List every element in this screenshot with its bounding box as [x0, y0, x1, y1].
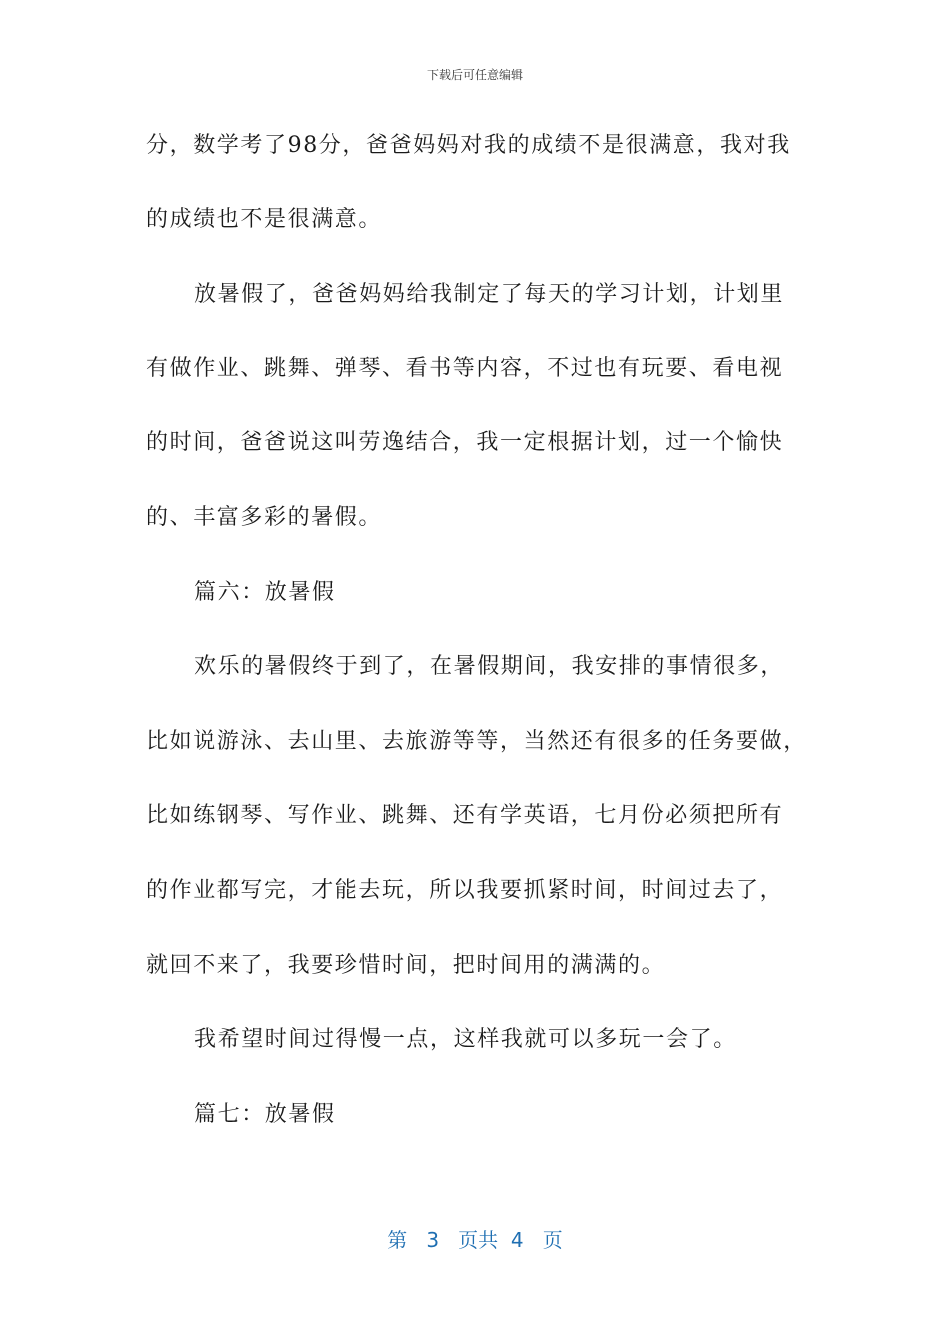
body-line: 的、丰富多彩的暑假。: [146, 505, 383, 530]
total-pages-number: 4: [510, 1228, 524, 1252]
body-line: 欢乐的暑假终于到了，在暑假期间，我安排的事情很多，: [194, 654, 785, 679]
body-line: 比如练钢琴、写作业、跳舞、还有学英语，七月份必须把所有: [146, 803, 784, 828]
body-line: 分，数学考了98分，爸爸妈妈对我的成绩不是很满意，我对我: [146, 133, 791, 158]
body-line: 放暑假了，爸爸妈妈给我制定了每天的学习计划，计划里: [194, 282, 785, 307]
body-line: 的成绩也不是很满意。: [146, 207, 383, 232]
body-line: 比如说游泳、去山里、去旅游等等，当然还有很多的任务要做，: [146, 729, 807, 754]
page-label-prefix: 第: [387, 1228, 408, 1252]
page-label-suffix: 页: [542, 1228, 563, 1252]
body-line: 的作业都写完，才能去玩，所以我要抓紧时间，时间过去了，: [146, 878, 784, 903]
body-line: 我希望时间过得慢一点，这样我就可以多玩一会了。: [194, 1027, 737, 1052]
page-label-mid: 页共: [458, 1228, 499, 1252]
page-footer: [0, 1224, 950, 1253]
section-heading: 篇七：放暑假: [194, 1102, 336, 1127]
body-line: 的时间，爸爸说这叫劳逸结合，我一定根据计划，过一个愉快: [146, 430, 784, 455]
body-line: 有做作业、跳舞、弹琴、看书等内容，不过也有玩要、看电视: [146, 356, 784, 381]
section-heading: 篇六：放暑假: [194, 580, 336, 605]
current-page-number: 3: [426, 1228, 440, 1252]
header-note: 下载后可任意编辑: [426, 68, 523, 82]
body-line: 就回不来了，我要珍惜时间，把时间用的满满的。: [146, 953, 666, 978]
